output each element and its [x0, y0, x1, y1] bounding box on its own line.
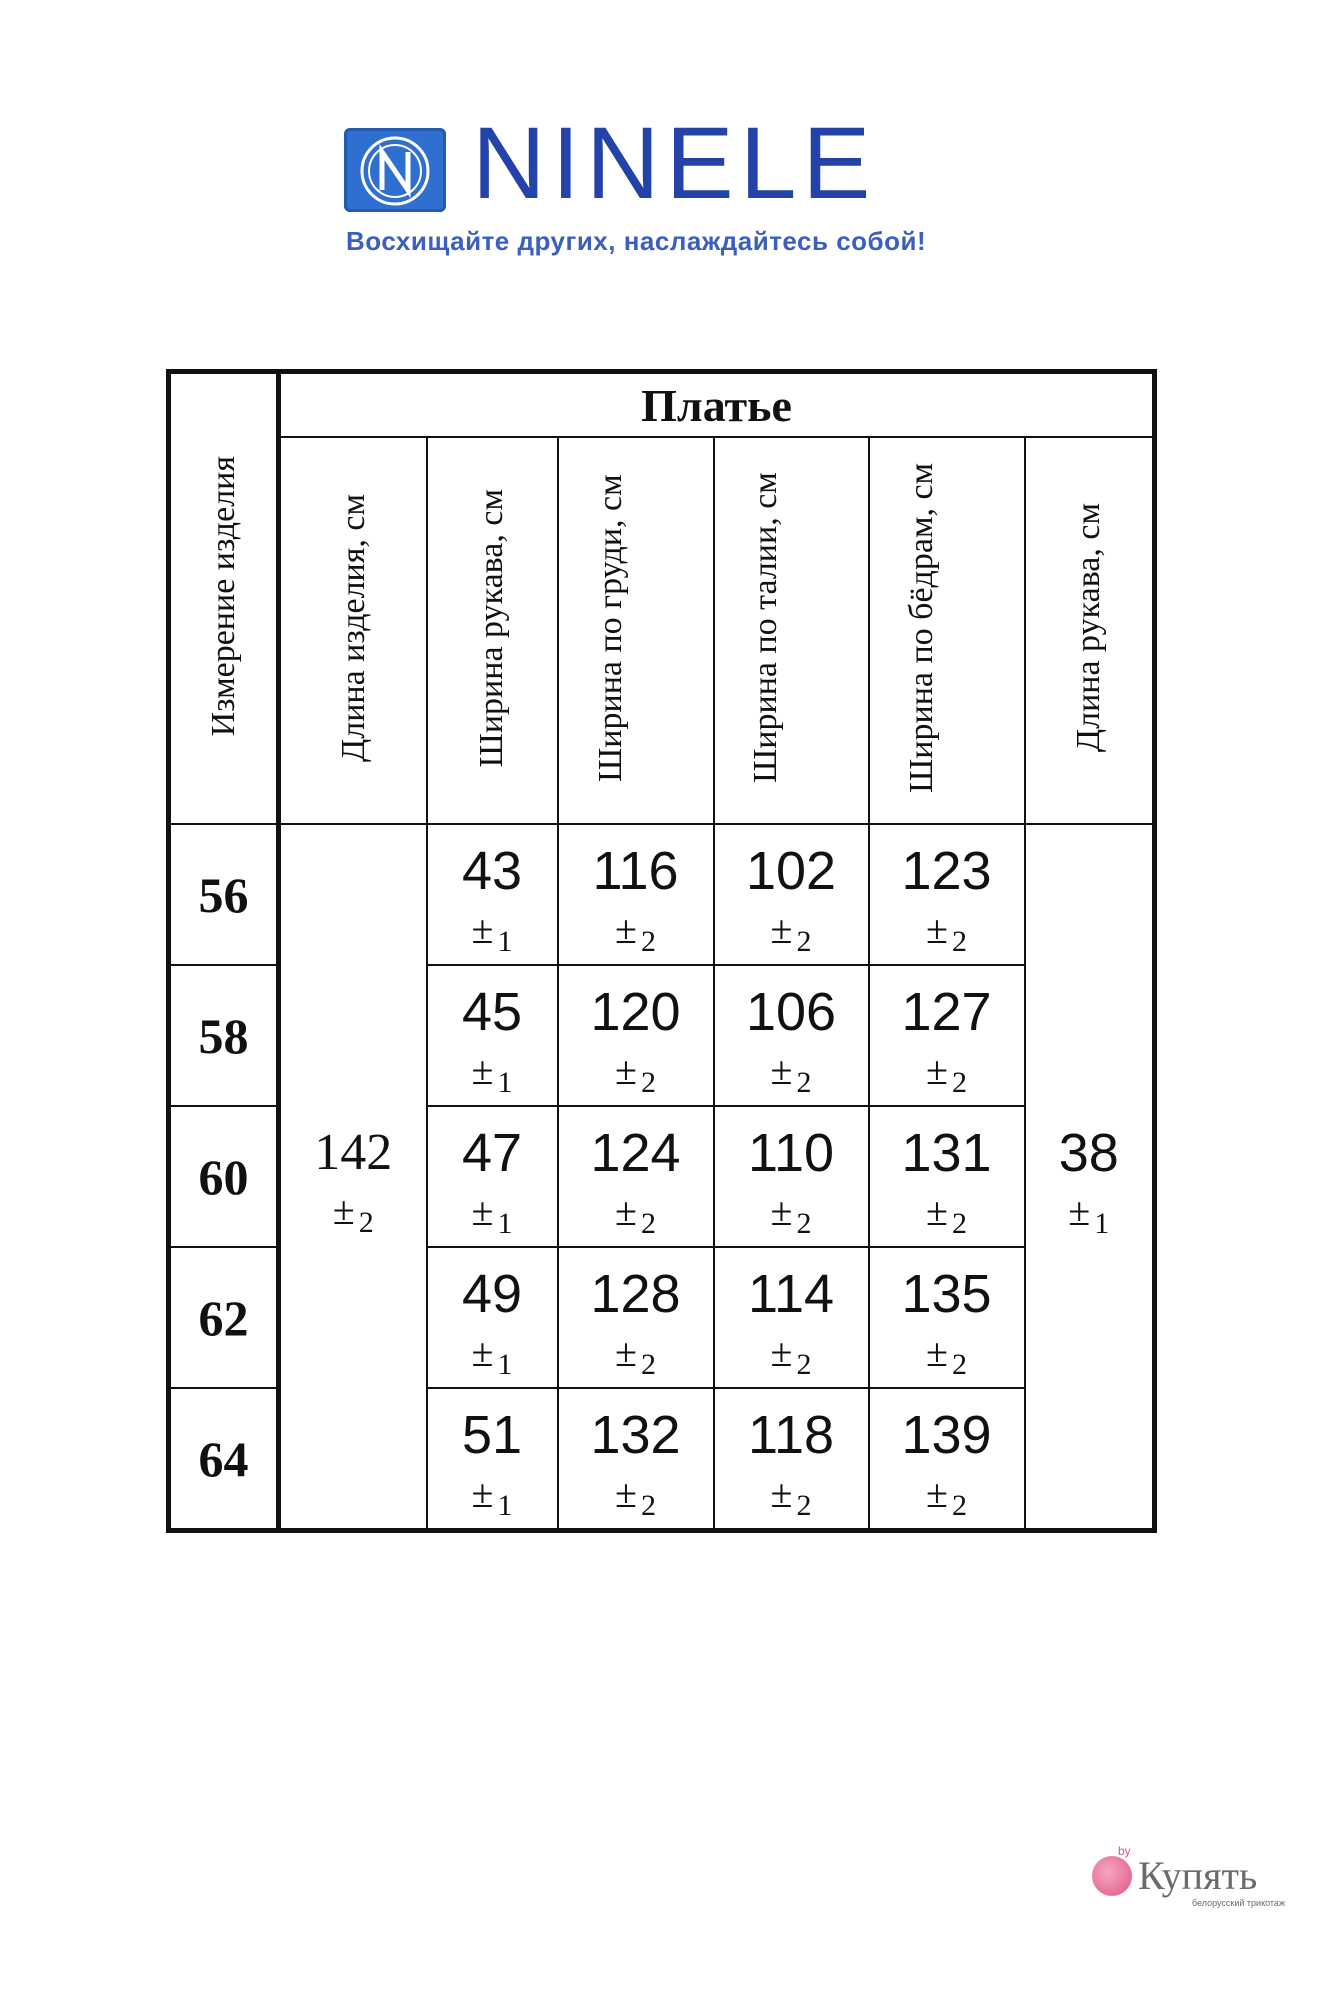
sleeve-width-cell: 43 ± $_1$: [427, 824, 558, 965]
column-header: [279, 437, 427, 824]
tolerance: ± $_1$: [471, 906, 513, 958]
tolerance: ± $_2$: [332, 1187, 374, 1239]
chest-width-cell: 120 ± $_2$: [558, 965, 714, 1106]
size-cell: 56: [169, 824, 279, 965]
watermark-badge-icon: [1092, 1856, 1132, 1896]
tolerance: ± $_2$: [926, 1329, 967, 1381]
hips-width-cell: 123 ± $_2$: [869, 824, 1025, 965]
column-header-label: Ширина по бёдрам, см: [902, 462, 940, 794]
hips-width-cell: 131 ± $_2$: [869, 1106, 1025, 1247]
column-header: [714, 437, 869, 824]
waist-width-cell: 114 ± $_2$: [714, 1247, 869, 1388]
watermark-subtext: белорусский трикотаж: [1192, 1898, 1285, 1908]
brand-tagline: Восхищайте других, наслаждайтесь собой!: [346, 226, 927, 256]
tolerance: ± $_2$: [770, 906, 812, 958]
tolerance: ± $_2$: [615, 1470, 656, 1522]
column-header: [1025, 437, 1155, 824]
sleeve-width-cell: 49 ± $_1$: [427, 1247, 558, 1388]
logo-badge-icon: [344, 128, 446, 212]
size-table: [166, 369, 1157, 1533]
tolerance: ± $_2$: [926, 906, 967, 958]
column-header-label: Длина рукава, см: [1070, 503, 1108, 753]
tolerance: ± $_1$: [471, 1329, 513, 1381]
tolerance: ± $_2$: [770, 1047, 812, 1099]
hips-width-cell: 139 ± $_2$: [869, 1388, 1025, 1531]
tolerance: ± $_2$: [615, 906, 656, 958]
waist-width-cell: 106 ± $_2$: [714, 965, 869, 1106]
waist-width-cell: 102 ± $_2$: [714, 824, 869, 965]
size-cell: 58: [169, 965, 279, 1106]
chest-width-cell: 132 ± $_2$: [558, 1388, 714, 1531]
brand-name: NINELE: [472, 106, 877, 220]
column-header-label: Ширина по талии, см: [747, 472, 784, 784]
tolerance: ± $_2$: [926, 1188, 967, 1240]
watermark-badge-label: by: [1118, 1844, 1131, 1858]
column-header-label: Ширина рукава, см: [473, 488, 511, 768]
tolerance: ± $_2$: [770, 1188, 812, 1240]
product-length-value: 142: [314, 1123, 393, 1181]
column-header-label: Длина изделия, см: [334, 494, 372, 762]
column-header-label: Ширина по груди, см: [591, 474, 629, 782]
sleeve-length-cell: [1025, 824, 1155, 1531]
tolerance: ± $_1$: [1068, 1188, 1110, 1240]
column-header: [427, 437, 558, 824]
watermark-text: Купять: [1138, 1853, 1258, 1898]
row-header-cell: [169, 372, 279, 825]
chest-width-cell: 116 ± $_2$: [558, 824, 714, 965]
hips-width-cell: 135 ± $_2$: [869, 1247, 1025, 1388]
tolerance: ± $_2$: [615, 1047, 656, 1099]
waist-width-cell: 110 ± $_2$: [714, 1106, 869, 1247]
tolerance: ± $_1$: [471, 1047, 513, 1099]
waist-width-cell: 118 ± $_2$: [714, 1388, 869, 1531]
sleeve-width-cell: 45 ± $_1$: [427, 965, 558, 1106]
tolerance: ± $_2$: [770, 1329, 812, 1381]
product-length-cell: [279, 824, 427, 1531]
chest-width-cell: 124 ± $_2$: [558, 1106, 714, 1247]
column-header: [558, 437, 714, 824]
tolerance: ± $_2$: [615, 1329, 656, 1381]
tolerance: ± $_1$: [471, 1470, 513, 1522]
table-row: [169, 824, 1155, 965]
tolerance: ± $_2$: [615, 1188, 656, 1240]
watermark: [1088, 1844, 1288, 1930]
sleeve-length-value: 38: [1058, 1122, 1119, 1183]
tolerance: ± $_2$: [770, 1470, 812, 1522]
size-cell: 64: [169, 1388, 279, 1531]
brand-logo: [344, 106, 1004, 261]
tolerance: ± $_1$: [471, 1188, 513, 1240]
row-header-label: Измерение изделия: [204, 455, 242, 737]
tolerance: ± $_2$: [926, 1470, 967, 1522]
size-cell: 60: [169, 1106, 279, 1247]
table-title: Платье: [279, 372, 1155, 438]
sleeve-width-cell: 51 ± $_1$: [427, 1388, 558, 1531]
hips-width-cell: 127 ± $_2$: [869, 965, 1025, 1106]
size-cell: 62: [169, 1247, 279, 1388]
chest-width-cell: 128 ± $_2$: [558, 1247, 714, 1388]
tolerance: ± $_2$: [926, 1047, 967, 1099]
column-header: [869, 437, 1025, 824]
sleeve-width-cell: 47 ± $_1$: [427, 1106, 558, 1247]
